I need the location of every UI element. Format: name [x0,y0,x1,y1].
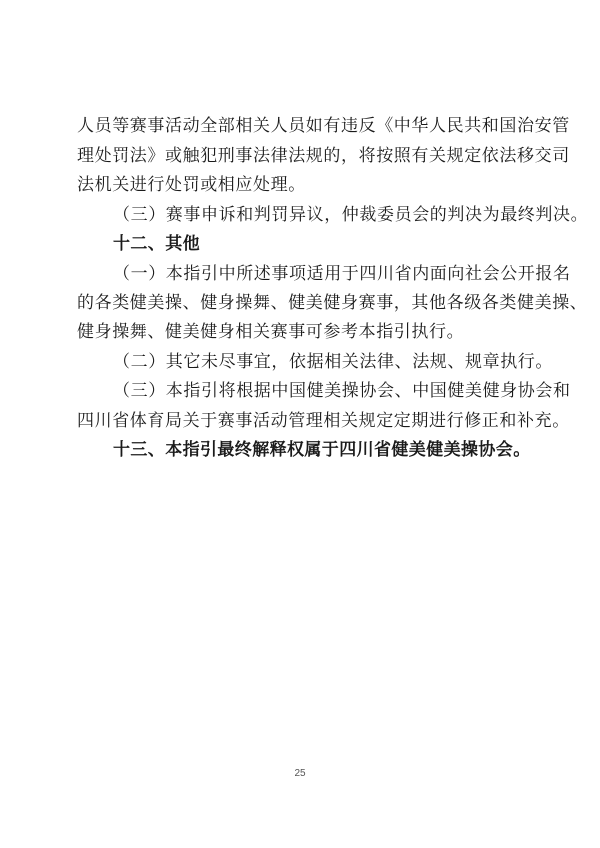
section-heading-13: 十三、本指引最终解释权属于四川省健美健美操协会。 [113,440,531,460]
paragraph-line-1: 人员等赛事活动全部相关人员如有违反《中华人民共和国治安管 [77,116,570,136]
paragraph-line-3: 法机关进行处罚或相应处理。 [77,175,306,195]
paragraph-line-11: 四川省体育局关于赛事活动管理相关规定定期进行修正和补充。 [77,411,570,431]
page-number: 25 [294,768,306,779]
paragraph-line-8: 健身操舞、健美健身相关赛事可参考本指引执行。 [77,322,465,342]
paragraph-line-7: 的各类健美操、健身操舞、健美健身赛事，其他各级各类健美操、 [77,293,588,313]
paragraph-line-4: （三）赛事申诉和判罚异议，仲裁委员会的判决为最终判决。 [113,205,589,225]
paragraph-line-10: （三）本指引将根据中国健美操协会、中国健美健身协会和 [113,381,571,401]
paragraph-line-9: （二）其它未尽事宜，依据相关法律、法规、规章执行。 [113,352,553,372]
section-heading-12: 十二、其他 [113,234,200,254]
paragraph-line-2: 理处罚法》或触犯刑事法律法规的，将按照有关规定依法移交司 [77,146,570,166]
paragraph-line-6: （一）本指引中所述事项适用于四川省内面向社会公开报名 [113,264,571,284]
